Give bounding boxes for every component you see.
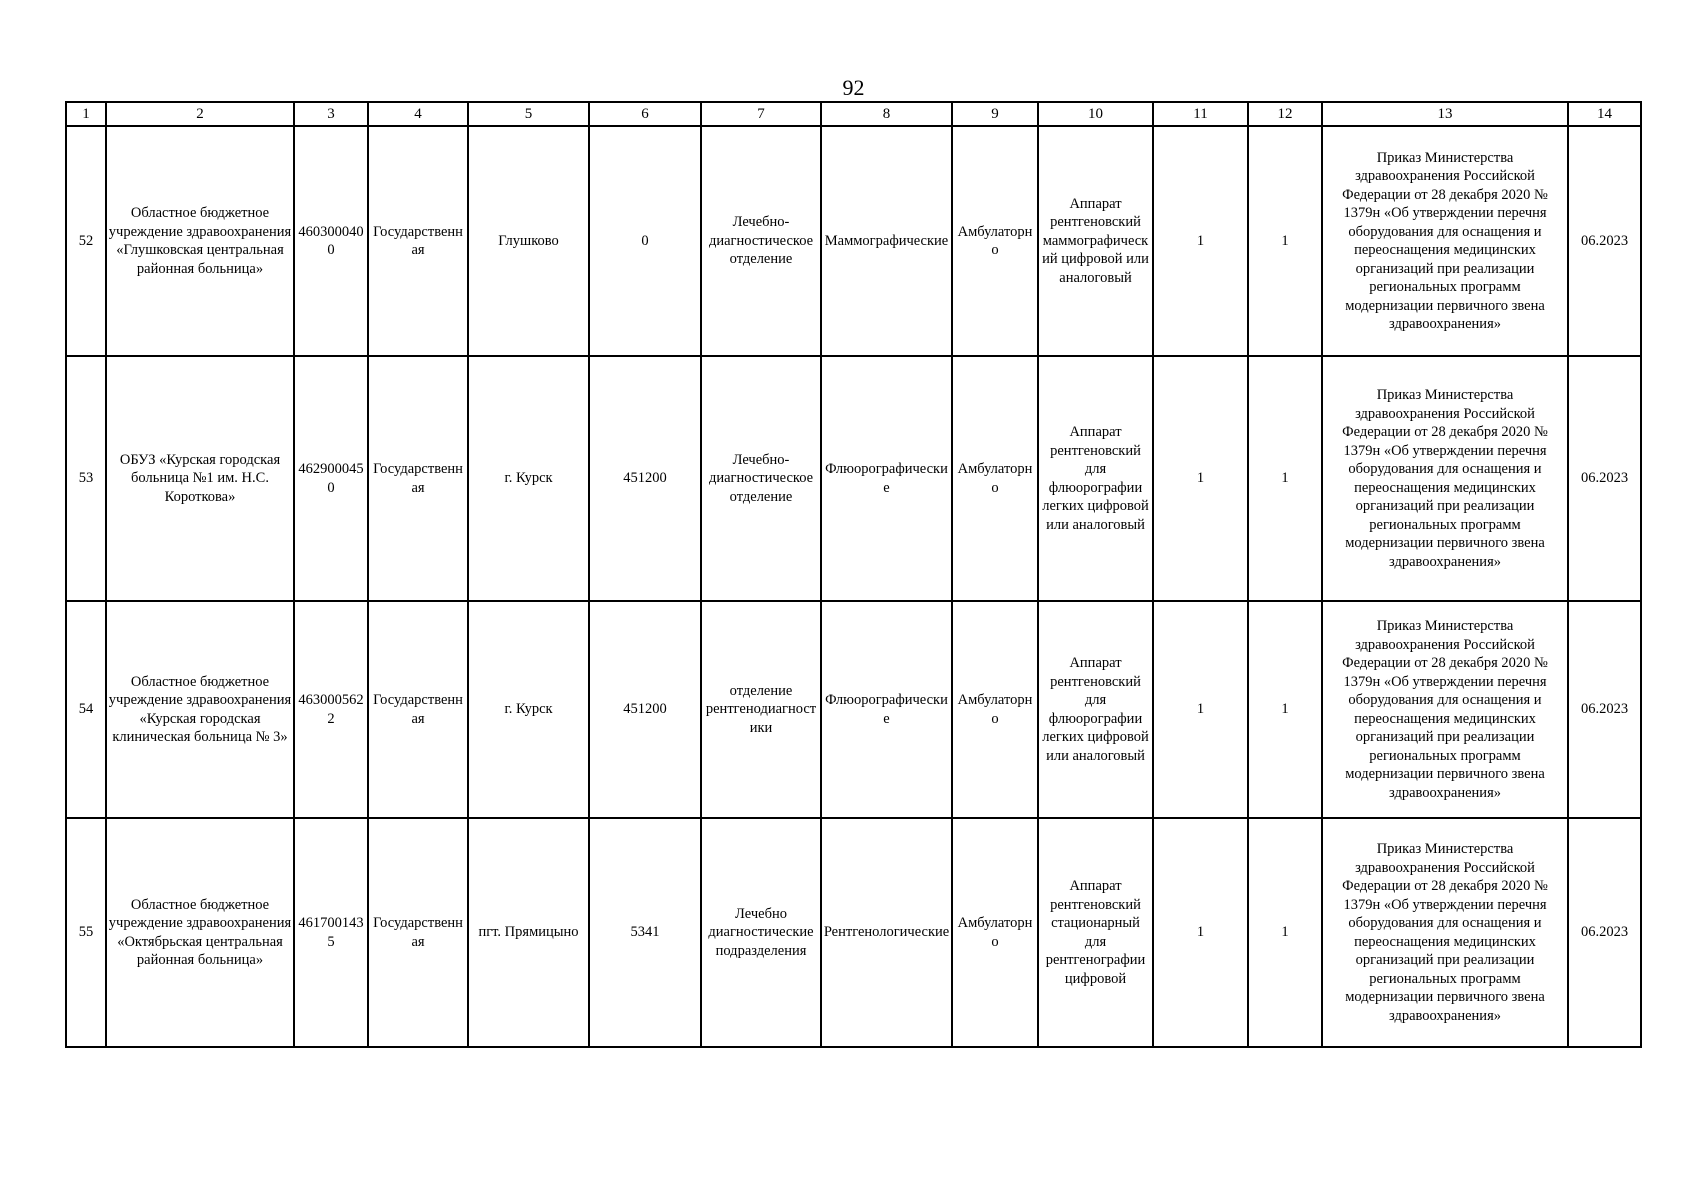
legal-basis: Приказ Министерства здравоохранения Российской Федерации от 28 декабря 2020 № 1379н «Об утверждении перечня оборудования для оснащения и переоснащения медицинских организаций при реализации региональных программ модернизации первичного звена здравоохранения» [1322,356,1568,601]
column-header: 4 [368,102,468,126]
column-header: 11 [1153,102,1248,126]
department: Лечебно диагностические подразделения [701,818,821,1047]
column-header: 3 [294,102,368,126]
ownership-form: Государственная [368,126,468,356]
column-header: 1 [66,102,106,126]
quantity: 1 [1153,126,1248,356]
population: 0 [589,126,701,356]
quantity: 1 [1248,356,1322,601]
ownership-form: Государственная [368,356,468,601]
table-header-row [66,102,1641,126]
department: Лечебно-диагностическое отделение [701,356,821,601]
quantity: 1 [1248,126,1322,356]
quantity: 1 [1248,818,1322,1047]
column-header: 13 [1322,102,1568,126]
column-header: 10 [1038,102,1153,126]
population: 451200 [589,356,701,601]
organization-name: ОБУЗ «Курская городская больница №1 им. Н.С. Короткова» [106,356,294,601]
profile: Рентгенологические [821,818,952,1047]
department: отделение рентгенодиагностики [701,601,821,818]
organization-name: Областное бюджетное учреждение здравоохранения «Глушковская центральная районная больница» [106,126,294,356]
column-header: 2 [106,102,294,126]
row-number: 53 [66,356,106,601]
equipment-name: Аппарат рентгеновский стационарный для рентгенографии цифровой [1038,818,1153,1047]
organization-name: Областное бюджетное учреждение здравоохранения «Курская городская клиническая больница № 3» [106,601,294,818]
equipment-name: Аппарат рентгеновский для флюорографии легких цифровой или аналоговый [1038,356,1153,601]
profile: Флюорографические [821,356,952,601]
locality: г. Курск [468,356,589,601]
ownership-form: Государственная [368,818,468,1047]
locality: г. Курск [468,601,589,818]
profile: Флюорографические [821,601,952,818]
locality: Глушково [468,126,589,356]
equipment-registry-table [65,101,1642,1048]
care-type: Амбулаторно [952,356,1038,601]
page-number: 92 [842,75,865,100]
legal-basis: Приказ Министерства здравоохранения Российской Федерации от 28 декабря 2020 № 1379н «Об утверждении перечня оборудования для оснащения и переоснащения медицинских организаций при реализации региональных программ модернизации первичного звена здравоохранения» [1322,126,1568,356]
population: 451200 [589,601,701,818]
profile: Маммографические [821,126,952,356]
care-type: Амбулаторно [952,601,1038,818]
deadline-date: 06.2023 [1568,126,1641,356]
quantity: 1 [1153,601,1248,818]
organization-code: 4617001435 [294,818,368,1047]
column-header: 8 [821,102,952,126]
table-row [66,818,1641,1047]
organization-code: 4630005622 [294,601,368,818]
locality: пгт. Прямицыно [468,818,589,1047]
ownership-form: Государственная [368,601,468,818]
table-row [66,356,1641,601]
organization-name: Областное бюджетное учреждение здравоохранения «Октябрьская центральная районная больница» [106,818,294,1047]
organization-code: 4629000450 [294,356,368,601]
deadline-date: 06.2023 [1568,818,1641,1047]
row-number: 52 [66,126,106,356]
row-number: 55 [66,818,106,1047]
column-header: 9 [952,102,1038,126]
equipment-name: Аппарат рентгеновский маммографический цифровой или аналоговый [1038,126,1153,356]
care-type: Амбулаторно [952,126,1038,356]
deadline-date: 06.2023 [1568,356,1641,601]
table-row [66,126,1641,356]
legal-basis: Приказ Министерства здравоохранения Российской Федерации от 28 декабря 2020 № 1379н «Об утверждении перечня оборудования для оснащения и переоснащения медицинских организаций при реализации региональных программ модернизации первичного звена здравоохранения» [1322,818,1568,1047]
column-header: 6 [589,102,701,126]
deadline-date: 06.2023 [1568,601,1641,818]
department: Лечебно-диагностическое отделение [701,126,821,356]
care-type: Амбулаторно [952,818,1038,1047]
quantity: 1 [1248,601,1322,818]
equipment-name: Аппарат рентгеновский для флюорографии легких цифровой или аналоговый [1038,601,1153,818]
column-header: 5 [468,102,589,126]
column-header: 14 [1568,102,1641,126]
population: 5341 [589,818,701,1047]
organization-code: 4603000400 [294,126,368,356]
column-header: 12 [1248,102,1322,126]
column-header: 7 [701,102,821,126]
table-row [66,601,1641,818]
quantity: 1 [1153,356,1248,601]
quantity: 1 [1153,818,1248,1047]
legal-basis: Приказ Министерства здравоохранения Российской Федерации от 28 декабря 2020 № 1379н «Об утверждении перечня оборудования для оснащения и переоснащения медицинских организаций при реализации региональных программ модернизации первичного звена здравоохранения» [1322,601,1568,818]
row-number: 54 [66,601,106,818]
